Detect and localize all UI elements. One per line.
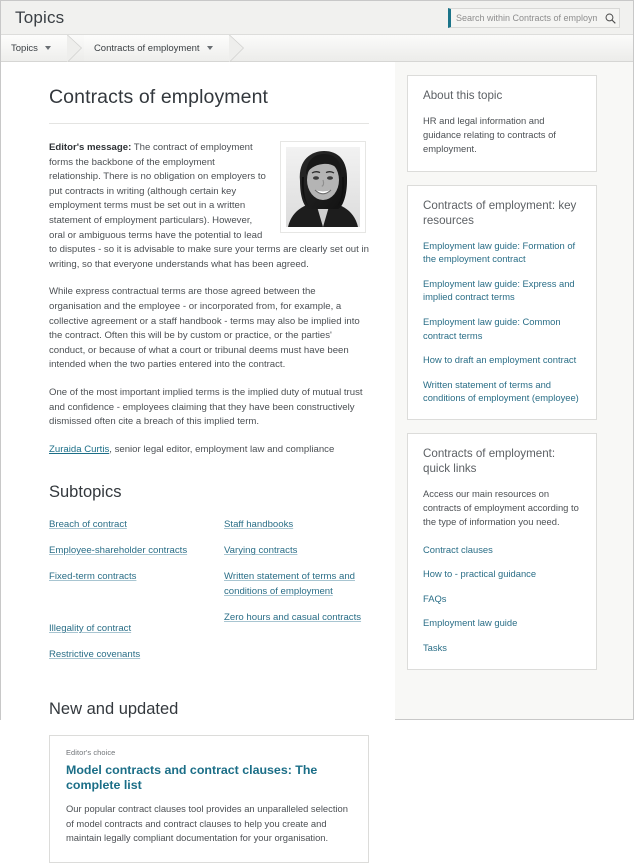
chevron-down-icon[interactable] (207, 46, 213, 50)
panel-link[interactable]: Employment law guide: Express and implied contract terms (423, 277, 575, 303)
editor-paragraph-3: One of the most important implied terms is the implied duty of mutual trust and confidence - employees claiming that they have been constructively dismissed often cite a breach of this implied term. (49, 386, 363, 428)
breadcrumb-item-label: Contracts of employment (93, 42, 200, 54)
editor-byline-link[interactable]: Zuraida Curtis (49, 443, 110, 455)
editor-byline (49, 443, 369, 458)
breadcrumb-item-topics[interactable] (1, 35, 68, 61)
page-title: Contracts of employment (49, 86, 269, 108)
panel-title: Contracts of employment: quick links (423, 446, 556, 475)
chevron-down-icon[interactable] (45, 46, 51, 50)
portrait-image (286, 147, 360, 227)
panel-text: Access our main resources on contracts of employment according to the type of information you need. (423, 487, 579, 528)
subtopic-link[interactable]: Fixed-term contracts (49, 571, 137, 583)
panel-key-resources (407, 185, 597, 420)
panel-title: About this topic (423, 89, 503, 102)
subtopic-link[interactable]: Restrictive covenants (49, 649, 141, 661)
editor-portrait (281, 142, 365, 232)
search-box[interactable] (448, 8, 620, 28)
subtopic-link[interactable]: Employee-shareholder contracts (49, 545, 188, 557)
editor-paragraph-1-text: The contract of employment forms the backbone of the employment relationship. There is no obligation on employers to put contracts in writing (although certain key employment terms must be set out in a written statement of employment particulars). However, oral or ambiguous terms have the potential to lead to disputes - so it is advisable to make sure your terms are clearly set out in writing, so that everyone understands what has been agreed. (49, 142, 369, 270)
panel-link[interactable]: Employment law guide: Formation of the employment contract (423, 239, 576, 265)
subtopic-link[interactable]: Written statement of terms and conditions of employment (224, 571, 355, 597)
panel-link[interactable]: How to draft an employment contract (423, 354, 577, 366)
main-content (1, 62, 395, 863)
sidebar (395, 62, 633, 683)
app-header (1, 1, 633, 35)
panel-quick-links (407, 433, 597, 670)
featured-title-link[interactable]: Model contracts and contract clauses: The complete list (66, 763, 318, 793)
editor-byline-rest: , senior legal editor, employment law and compliance (109, 443, 335, 455)
subtopics-column-left (49, 518, 224, 674)
title-divider (49, 123, 369, 124)
panel-link[interactable]: Written statement of terms and conditions of employment (employee) (423, 378, 579, 404)
search-icon[interactable] (601, 9, 619, 27)
subtopic-link[interactable]: Staff handbooks (224, 519, 294, 531)
editors-message (49, 141, 369, 457)
featured-description: Our popular contract clauses tool provides an unparalleled selection of model contracts and contract clauses to help you create and maintain legally compliant documentation for your organisation. (66, 803, 348, 844)
breadcrumb (1, 35, 633, 62)
page-body (1, 62, 633, 844)
subtopic-link[interactable]: Zero hours and casual contracts (224, 611, 362, 623)
new-and-updated-title: New and updated (49, 700, 179, 719)
subtopic-link[interactable]: Illegality of contract (49, 623, 132, 635)
panel-link[interactable]: Contract clauses (423, 543, 493, 555)
search-input[interactable] (451, 13, 601, 23)
subtopics-column-right (224, 518, 399, 674)
breadcrumb-item-contracts-of-employment[interactable] (84, 35, 230, 61)
subtopics-grid (49, 518, 369, 674)
panel-text: HR and legal information and guidance relating to contracts of employment. (423, 115, 556, 155)
breadcrumb-item-label: Topics (11, 42, 38, 54)
subtopic-link[interactable]: Varying contracts (224, 545, 298, 557)
panel-link[interactable]: Employment law guide: Common contract terms (423, 315, 561, 341)
panel-link[interactable]: Employment law guide (423, 617, 518, 629)
editor-lead-in: Editor's message: (49, 142, 132, 153)
panel-links (423, 543, 581, 655)
app-title: Topics (15, 7, 65, 27)
panel-about-this-topic (407, 75, 597, 172)
subtopics-title: Subtopics (49, 483, 122, 502)
featured-kicker: Editor's choice (66, 748, 116, 758)
panel-link[interactable]: FAQs (423, 592, 447, 604)
panel-link[interactable]: How to - practical guidance (423, 568, 537, 580)
editor-paragraph-2: While express contractual terms are those agreed between the organisation and the employee - or incorporated from, for example, a collective agreement or a staff handbook - terms may also be implied into the contract. Often this will be by custom or practice, or the parties' conduct, or because of what a court or tribunal deems must have been intended when the two parties entered into the contract. (49, 286, 360, 371)
panel-link[interactable]: Tasks (423, 641, 447, 653)
panel-title: Contracts of employment: key resources (423, 198, 577, 227)
subtopic-link[interactable]: Breach of contract (49, 519, 127, 531)
featured-card[interactable] (49, 735, 369, 862)
